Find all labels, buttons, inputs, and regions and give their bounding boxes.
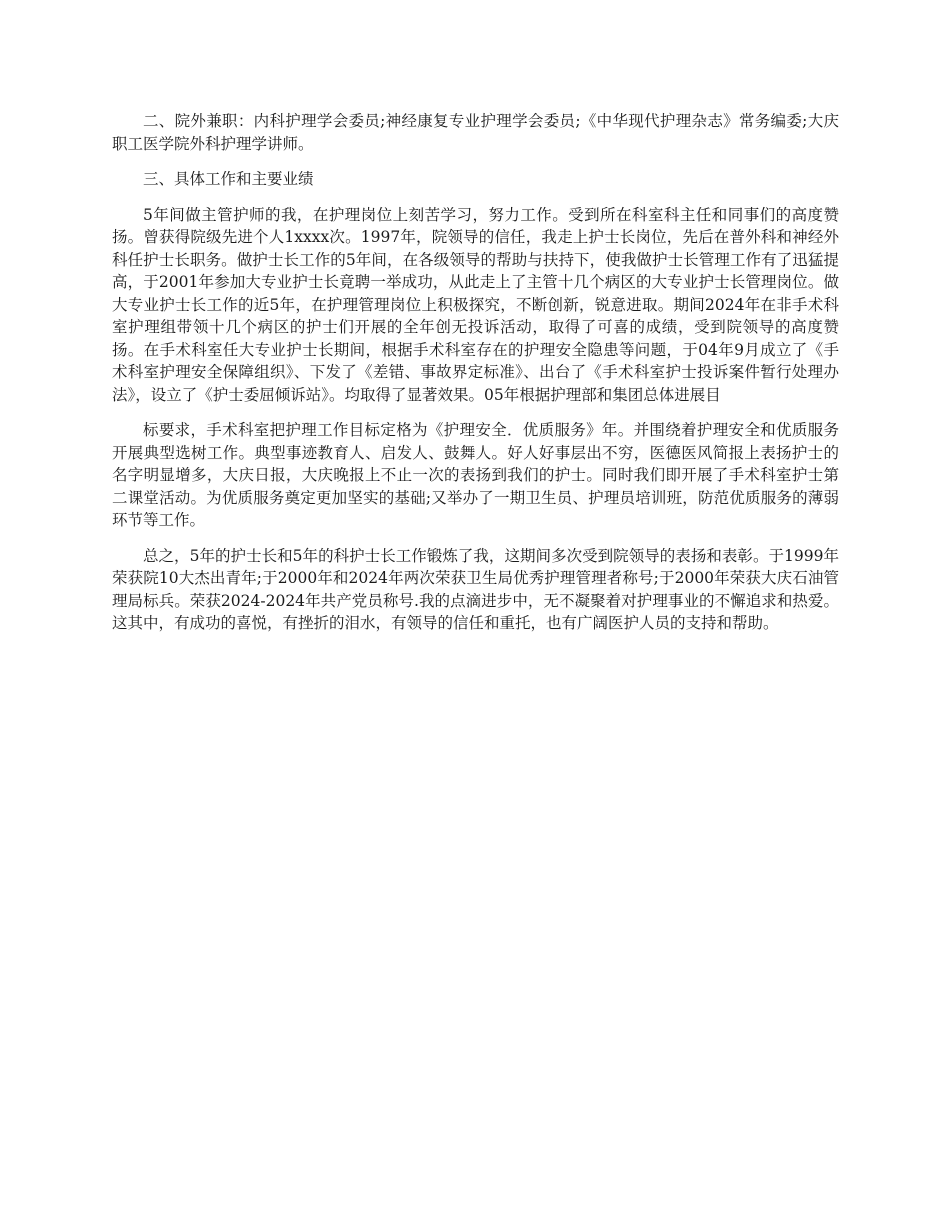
document-page <box>112 110 839 648</box>
section-heading-work-achievements: 三、具体工作和主要业绩 <box>143 170 314 188</box>
paragraph-quality-service: 标要求，手术科室把护理工作目标定格为《护理安全．优质服务》年。并围绕着护理安全和优质服务开展典型选树工作。典型事迹教育人、启发人、鼓舞人。好人好事层出不穷，医德医风简报上表扬护士的名字明显增多，大庆日报，大庆晚报上不止一次的表扬到我们的护士。同时我们即开展了手术科室护士第二课堂活动。为优质服务奠定更加坚实的基础;又举办了一期卫生员、护理员培训班，防范优质服务的薄弱环节等工作。 <box>112 421 839 529</box>
paragraph-career-history: 5年间做主管护师的我，在护理岗位上刻苦学习，努力工作。受到所在科室科主任和同事们的高度赞扬。曾获得院级先进个人1xxxx次。1997年，院领导的信任，我走上护士长岗位，先后在普外科和神经外科任护士长职务。做护士长工作的5年间，在各级领导的帮助与扶持下，使我做护士长管理工作有了迅猛提高，于2001年参加大专业护士长竟聘一举成功，从此走上了主管十几个病区的大专业护士长管理岗位。做大专业护士长工作的近5年，在护理管理岗位上积极探究，不断创新，锐意进取。期间2024年在非手术科室护理组带领十几个病区的护士们开展的全年创无投诉活动，取得了可喜的成绩，受到院领导的高度赞扬。在手术科室任大专业护士长期间，根据手术科室存在的护理安全隐患等问题，于04年9月成立了《手术科室护理安全保障组织》、下发了《差错、事故界定标准》、出台了《手术科室护士投诉案件暂行处理办法》，设立了《护士委屈倾诉站》。均取得了显著效果。05年根据护理部和集团总体进展目 <box>112 205 839 404</box>
paragraph-outside-positions: 二、院外兼职：内科护理学会委员;神经康复专业护理学会委员;《中华现代护理杂志》常务编委;大庆职工医学院外科护理学讲师。 <box>112 112 839 153</box>
paragraph-summary: 总之，5年的护士长和5年的科护士长工作锻炼了我，这期间多次受到院领导的表扬和表彰。于1999年荣获院10大杰出青年;于2000年和2024年两次荣获卫生局优秀护理管理者称号;于2000年荣获大庆石油管理局标兵。荣获2024-2024年共产党员称号.我的点滴进步中，无不凝聚着对护理事业的不懈追求和热爱。这其中，有成功的喜悦，有挫折的泪水，有领导的信任和重托，也有广阔医护人员的支持和帮助。 <box>112 546 839 632</box>
